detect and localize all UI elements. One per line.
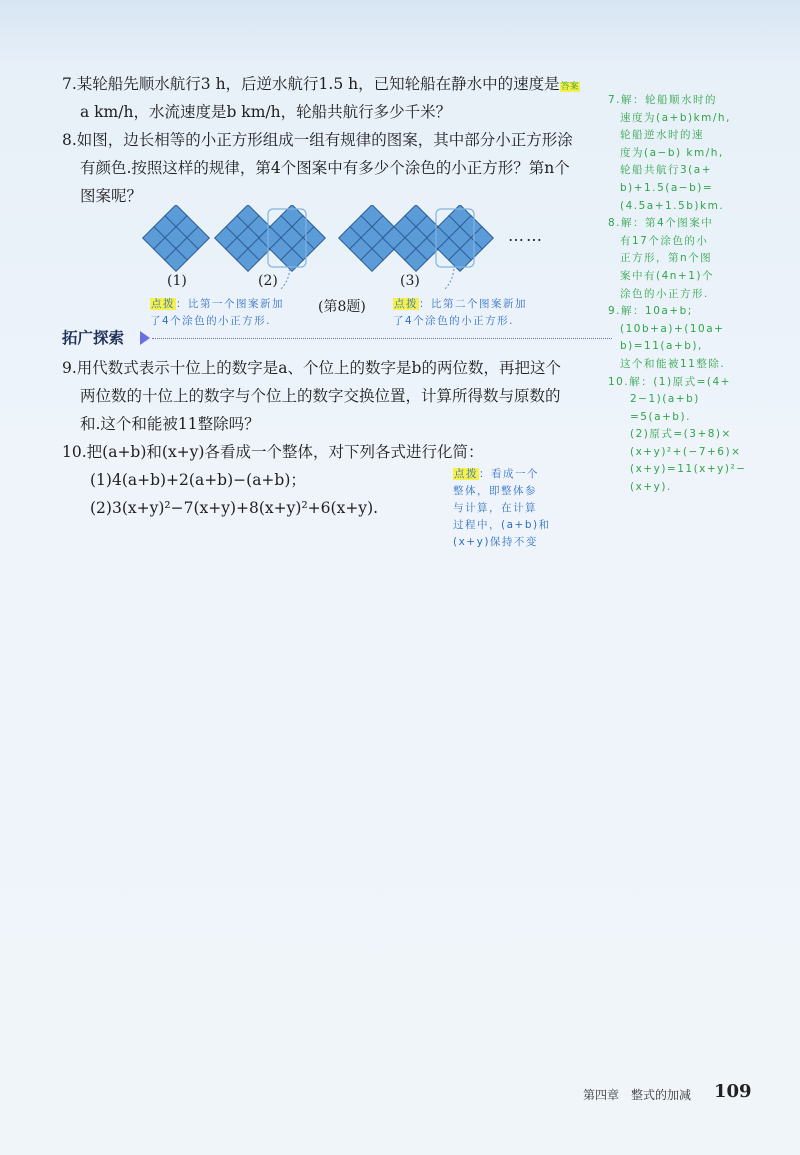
answer-line: 8.解：第4个图案中 <box>608 217 714 230</box>
pattern-3 <box>339 205 494 271</box>
answer-line: 10.解：(1)原式=(4+ <box>608 375 731 388</box>
problem-8-line-2: 有颜色.按照这样的规律，第4个图案中有多少个涂色的小正方形？第n个 <box>80 159 570 177</box>
answer-line: (x+y)²+(−7+6)× <box>630 445 742 458</box>
answer-line: (4.5a+1.5b)km. <box>620 199 725 212</box>
answer-line: 这个和能被11整除. <box>620 357 726 370</box>
answer-tag: 答案 <box>560 82 579 92</box>
figure-label-2: (2) <box>258 273 278 289</box>
problem-9-line-2: 两位数的十位上的数字与个位上的数字交换位置，计算所得数与原数的 <box>80 387 561 405</box>
problem-7-line-1: 7.某轮船先顺水航行3 h，后逆水航行1.5 h，已知轮船在静水中的速度是答案 <box>62 75 579 93</box>
side-answers <box>608 92 747 497</box>
figure-label-1: (1) <box>167 273 187 289</box>
problem-7-line-2: a km/h，水流速度是b km/h，轮船共航行多少千米？ <box>80 103 452 121</box>
pattern-2 <box>215 205 326 271</box>
answer-line: (x+y). <box>630 481 672 494</box>
problem-10-part-2: (2)3(x+y)²−7(x+y)+8(x+y)²+6(x+y). <box>90 499 379 517</box>
section-arrow-icon <box>140 331 150 345</box>
answer-line: 度为(a−b) km/h, <box>620 146 724 159</box>
problem-8-line-3: 图案呢？ <box>80 187 143 205</box>
section-divider <box>152 338 612 339</box>
answer-line: b)=11(a+b), <box>620 340 703 353</box>
problem-9-line-3: 和.这个和能被11整除吗？ <box>80 415 260 433</box>
answer-line: 轮船共航行3(a+ <box>620 164 713 177</box>
chapter-footer: 第四章 整式的加减 <box>583 1088 692 1102</box>
problem-8-line-1: 8.如图，边长相等的小正方形组成一组有规律的图案，其中部分小正方形涂 <box>62 131 573 149</box>
answer-line: 轮船逆水时的速 <box>620 129 704 142</box>
figure-ellipsis: …… <box>508 226 544 245</box>
answer-line: 案中有(4n+1)个 <box>620 269 715 282</box>
answer-line: 7.解：轮船顺水时的 <box>608 94 718 106</box>
figure-label-3: (3) <box>400 273 420 289</box>
answer-line: b)+1.5(a−b)= <box>620 181 714 194</box>
answer-line: 涂色的小正方形. <box>620 287 709 300</box>
problem-10-line-1: 10.把(a+b)和(x+y)各看成一个整体，对下列各式进行化简： <box>62 443 484 461</box>
hint-pattern-3: 点拨：比第二个图案新加 了4个涂色的小正方形. <box>393 298 527 327</box>
answer-line: 有17个涂色的小 <box>620 234 709 247</box>
section-title: 拓广探索 <box>62 329 125 347</box>
answer-line: 速度为(a+b)km/h, <box>620 111 731 124</box>
pattern-1 <box>143 205 210 271</box>
answer-line: 正方形，第n个图 <box>620 252 713 265</box>
problem-8-figure <box>140 205 560 290</box>
problem-9-line-1: 9.用代数式表示十位上的数字是a、个位上的数字是b的两位数，再把这个 <box>62 359 561 377</box>
hint-pattern-2: 点拨：比第一个图案新加 了4个涂色的小正方形. <box>150 298 284 327</box>
problem-10-part-1: (1)4(a+b)+2(a+b)−(a+b)； <box>90 471 306 489</box>
figure-caption: (第8题) <box>318 299 366 315</box>
page-number: 109 <box>714 1081 752 1102</box>
hint-problem-10: 点拨：看成一个 整体，即整体参 与计算，在计算 过程中，(a+b)和 (x+y)保持不变 <box>453 468 551 548</box>
answer-line: 2−1)(a+b) <box>630 393 700 406</box>
answer-line: 9.解：10a+b; <box>608 305 693 318</box>
top-band <box>0 0 800 62</box>
answer-line: =5(a+b). <box>630 410 691 423</box>
answer-line: (2)原式=(3+8)× <box>630 428 732 441</box>
answer-line: (x+y)=11(x+y)²− <box>630 463 747 476</box>
answer-line: (10b+a)+(10a+ <box>620 322 725 335</box>
